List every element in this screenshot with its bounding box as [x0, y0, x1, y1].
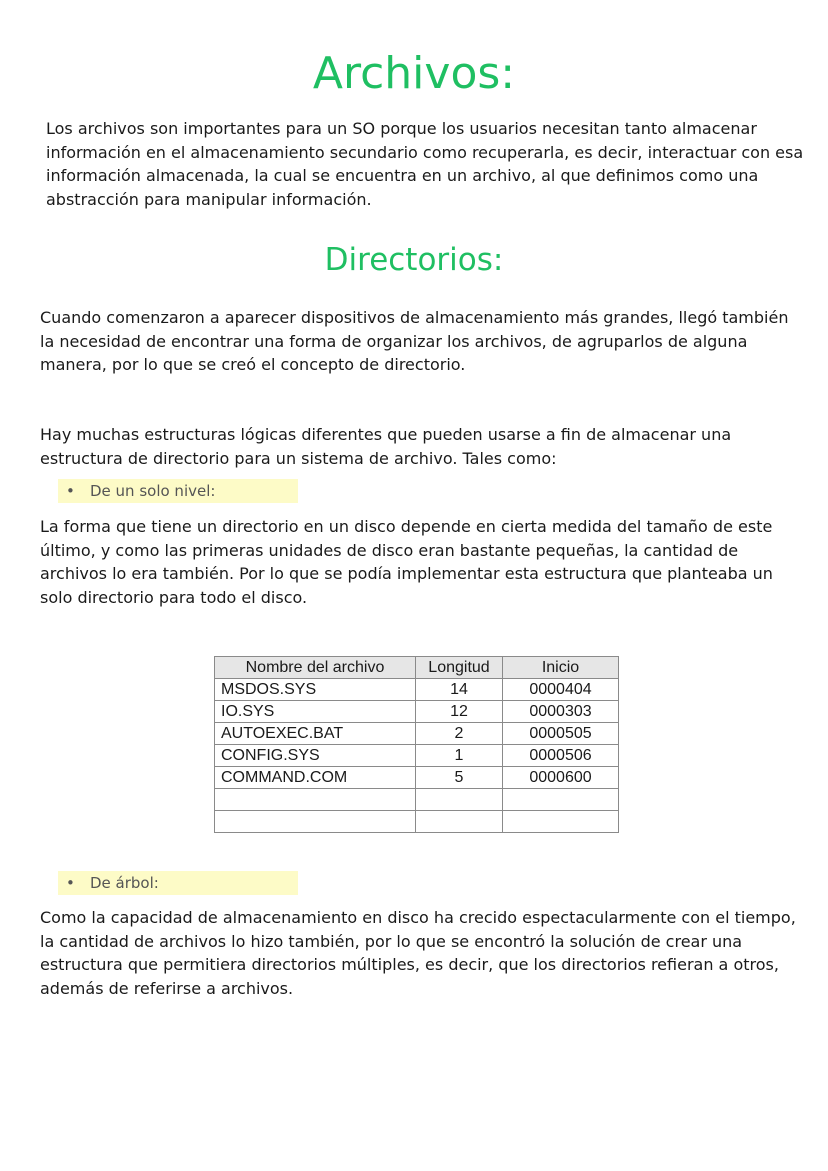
cell-start: 0000600 [503, 767, 619, 789]
cell-start: 0000505 [503, 723, 619, 745]
arbol-paragraph: Como la capacidad de almacenamiento en disco ha crecido espectacularmente con el tiempo, la cantidad de archivos lo hizo también, por lo que se encontró la solución de crear una estructura que permitiera directorios múltiples, es decir, que los directorios refieran a otros, además de referirse a archivos. [40, 908, 796, 998]
cell-name: COMMAND.COM [215, 767, 416, 789]
table-row [215, 679, 619, 701]
cell-length: 2 [416, 723, 503, 745]
cell-length: 14 [416, 679, 503, 701]
cell-name: IO.SYS [215, 701, 416, 723]
cell-start: 0000303 [503, 701, 619, 723]
directorios-title: Directorios: [324, 242, 504, 278]
bullet-label: De un solo nivel: [90, 482, 216, 500]
cell-start [503, 811, 619, 833]
cell-length: 5 [416, 767, 503, 789]
cell-start: 0000506 [503, 745, 619, 767]
table-row [215, 723, 619, 745]
table-row [215, 767, 619, 789]
bullet-de-arbol [58, 871, 298, 895]
table-row [215, 745, 619, 767]
table-row-empty [215, 811, 619, 833]
cell-length [416, 811, 503, 833]
cell-name: CONFIG.SYS [215, 745, 416, 767]
nivel-paragraph: La forma que tiene un directorio en un disco depende en cierta medida del tamaño de este último, y como las primeras unidades de disco eran bastante pequeñas, la cantidad de archivos lo era también. Por lo que se podía implementar esta estructura que planteaba un solo directorio para todo el disco. [40, 517, 773, 607]
files-table [214, 656, 619, 833]
cell-name: AUTOEXEC.BAT [215, 723, 416, 745]
table-header-row [215, 657, 619, 679]
table-row [215, 701, 619, 723]
table-row-empty [215, 789, 619, 811]
archivos-paragraph: Los archivos son importantes para un SO porque los usuarios necesitan tanto almacenar información en el almacenamiento secundario como recuperarla, es decir, interactuar con esa información almacenada, la cual se encuentra en un archivo, al que definimos como una abstracción para manipular información. [46, 119, 804, 209]
bullet-dot-icon: • [66, 482, 75, 500]
header-inicio: Inicio [503, 657, 619, 679]
header-nombre: Nombre del archivo [215, 657, 416, 679]
bullet-dot-icon: • [66, 874, 75, 892]
directorios-paragraph-2: Hay muchas estructuras lógicas diferentes que pueden usarse a fin de almacenar una estructura de directorio para un sistema de archivo. Tales como: [40, 425, 732, 468]
cell-name: MSDOS.SYS [215, 679, 416, 701]
directorios-paragraph-1: Cuando comenzaron a aparecer dispositivos de almacenamiento más grandes, llegó también la necesidad de encontrar una forma de organizar los archivos, de agruparlos de alguna manera, por lo que se creó el concepto de directorio. [40, 308, 789, 374]
cell-name [215, 789, 416, 811]
cell-name [215, 811, 416, 833]
cell-start: 0000404 [503, 679, 619, 701]
cell-start [503, 789, 619, 811]
cell-length: 1 [416, 745, 503, 767]
archivos-title: Archivos: [312, 48, 516, 99]
bullet-label: De árbol: [90, 874, 159, 892]
bullet-un-solo-nivel [58, 479, 298, 503]
header-longitud: Longitud [416, 657, 503, 679]
cell-length: 12 [416, 701, 503, 723]
cell-length [416, 789, 503, 811]
